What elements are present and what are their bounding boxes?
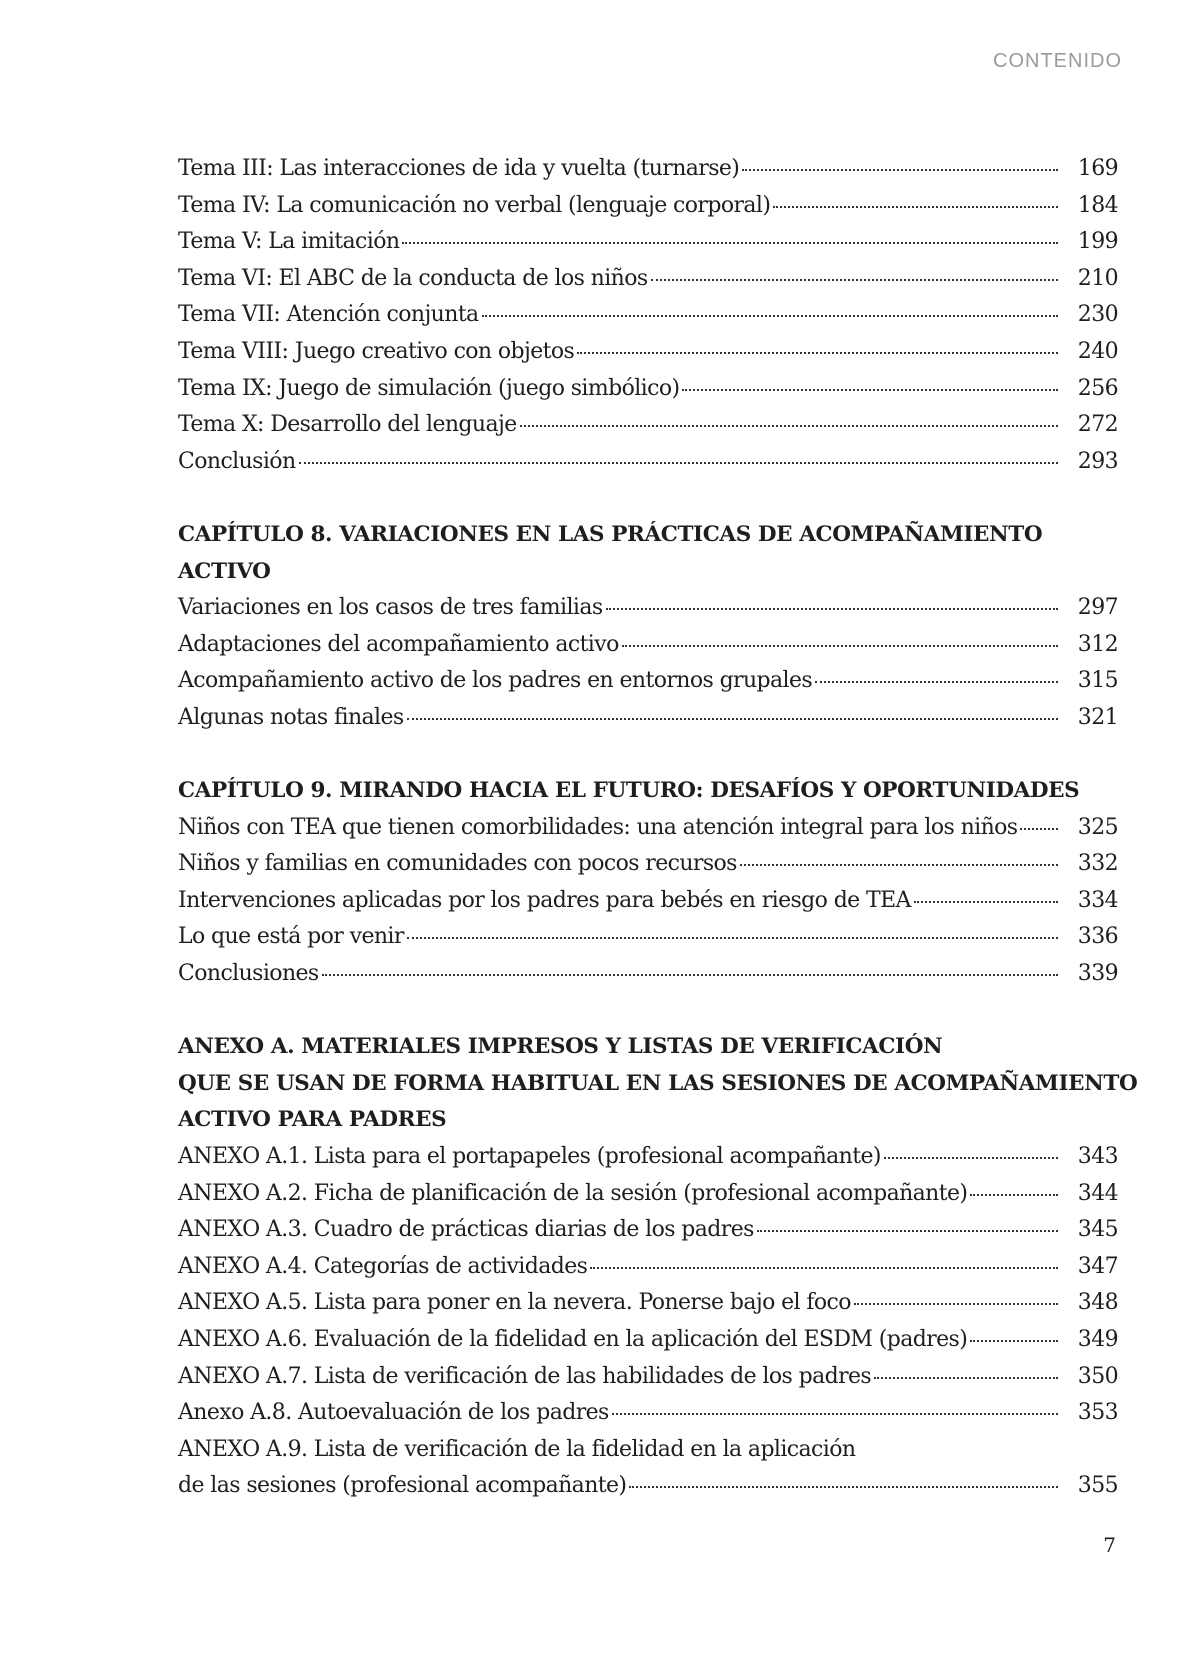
toc-entry-page: 321: [1077, 704, 1118, 730]
toc-entry-title: ANEXO A.7. Lista de verificación de las habilidades de los padres: [178, 1363, 872, 1389]
toc-entry-title: Variaciones en los casos de tres familias: [178, 595, 603, 621]
dot-leader: [970, 1339, 1058, 1342]
toc-entry-title: de las sesiones (profesional acompañante): [178, 1473, 627, 1499]
toc-entry-title: Tema IX: Juego de simulación (juego simbólico): [178, 375, 680, 401]
toc-entry-title: Algunas notas finales: [178, 704, 404, 730]
chapter-heading: CAPÍTULO 8. VARIACIONES EN LAS PRÁCTICAS DE ACOMPAÑAMIENTO: [178, 521, 1043, 547]
toc-entry-title: ANEXO A.6. Evaluación de la fidelidad en la aplicación del ESDM (padres): [178, 1327, 968, 1352]
toc-entry[interactable]: [178, 334, 1118, 371]
toc-entry-page: 339: [1077, 961, 1118, 987]
toc-entry[interactable]: [178, 444, 1118, 481]
chapter-heading: ACTIVO: [178, 558, 271, 584]
toc-entry-page: 315: [1077, 668, 1118, 694]
toc-entry-page: 344: [1077, 1180, 1118, 1206]
toc-entry-title: Niños y familias en comunidades con pocos recursos: [178, 851, 737, 877]
toc-entry[interactable]: [178, 1285, 1118, 1322]
dot-leader: [407, 936, 1058, 939]
dot-leader: [970, 1193, 1058, 1196]
toc-entry[interactable]: [178, 883, 1118, 920]
toc-entry[interactable]: [178, 151, 1118, 188]
toc-entry[interactable]: [178, 590, 1118, 627]
toc-entry-page: 199: [1077, 229, 1118, 255]
dot-leader: [1020, 827, 1058, 830]
dot-leader: [590, 1266, 1058, 1269]
dot-leader: [402, 241, 1058, 244]
toc-entry-title: Tema VIII: Juego creativo con objetos: [178, 338, 575, 364]
toc-entry-page: 240: [1077, 338, 1118, 364]
toc-entry[interactable]: [178, 1322, 1118, 1359]
table-of-contents: [178, 151, 1138, 1505]
toc-entry-page: 347: [1077, 1253, 1118, 1279]
toc-entry-page: 272: [1077, 412, 1118, 438]
toc-entry-page: 210: [1077, 265, 1118, 291]
dot-leader: [884, 1156, 1058, 1159]
toc-entry[interactable]: [178, 956, 1118, 993]
toc-entry[interactable]: [178, 1139, 1118, 1176]
toc-entry-page: 345: [1077, 1217, 1118, 1243]
dot-leader: [407, 717, 1058, 720]
toc-entry[interactable]: [178, 919, 1118, 956]
toc-entry-title: Tema V: La imitación: [178, 229, 400, 255]
running-head: CONTENIDO: [993, 50, 1122, 72]
toc-entry[interactable]: [178, 261, 1118, 298]
dot-leader: [520, 424, 1058, 427]
toc-entry[interactable]: [178, 371, 1118, 408]
page-number: 7: [1103, 1533, 1116, 1557]
toc-entry[interactable]: [178, 627, 1118, 664]
toc-entry-page: 349: [1077, 1327, 1118, 1352]
toc-entry-title: Adaptaciones del acompañamiento activo: [178, 631, 619, 657]
dot-leader: [482, 314, 1058, 317]
toc-entry-title: Lo que está por venir: [178, 924, 404, 950]
toc-entry[interactable]: [178, 1212, 1118, 1249]
toc-entry-title: ANEXO A.3. Cuadro de prácticas diarias de los padres: [178, 1217, 754, 1243]
dot-leader: [815, 680, 1058, 683]
toc-entry-title: Tema IV: La comunicación no verbal (lenguaje corporal): [178, 192, 771, 218]
dot-leader: [622, 644, 1058, 647]
chapter-heading: QUE SE USAN DE FORMA HABITUAL EN LAS SESIONES DE ACOMPAÑAMIENTO: [178, 1070, 1138, 1096]
toc-entry-page: 336: [1077, 924, 1118, 950]
toc-entry-title: ANEXO A.9. Lista de verificación de la fidelidad en la aplicación: [178, 1436, 856, 1462]
toc-entry-page: 297: [1077, 595, 1118, 621]
toc-entry-title: Acompañamiento activo de los padres en entornos grupales: [178, 668, 813, 694]
toc-entry-title: Conclusiones: [178, 961, 319, 987]
toc-entry-page: 312: [1077, 631, 1118, 657]
toc-entry-page: 230: [1077, 302, 1118, 328]
toc-entry-page: 169: [1077, 156, 1118, 181]
dot-leader: [651, 278, 1058, 281]
toc-entry-title: ANEXO A.2. Ficha de planificación de la sesión (profesional acompañante): [178, 1180, 968, 1206]
dot-leader: [757, 1229, 1058, 1232]
dot-leader: [742, 168, 1058, 171]
toc-entry[interactable]: [178, 1359, 1118, 1396]
toc-entry-page: 293: [1077, 448, 1118, 474]
toc-entry[interactable]: [178, 846, 1118, 883]
toc-entry[interactable]: [178, 1432, 1118, 1469]
toc-entry-title: ANEXO A.1. Lista para el portapapeles (profesional acompañante): [178, 1144, 881, 1170]
toc-entry-title: Niños con TEA que tienen comorbilidades: una atención integral para los niños: [178, 814, 1018, 840]
toc-entry-title: ANEXO A.5. Lista para poner en la nevera. Ponerse bajo el foco: [178, 1290, 851, 1316]
toc-entry-title: Tema X: Desarrollo del lenguaje: [178, 412, 517, 438]
section-spacer: [178, 993, 1118, 1030]
section-spacer: [178, 737, 1118, 774]
dot-leader: [854, 1302, 1058, 1305]
toc-entry-title: Tema VII: Atención conjunta: [178, 302, 479, 328]
toc-entry[interactable]: [178, 1176, 1118, 1213]
toc-entry[interactable]: [178, 1249, 1118, 1286]
toc-entry[interactable]: [178, 1395, 1118, 1432]
chapter-heading: ACTIVO PARA PADRES: [178, 1107, 447, 1133]
dot-leader: [773, 205, 1058, 208]
toc-entry-page: 343: [1077, 1144, 1118, 1170]
toc-entry-title: Anexo A.8. Autoevaluación de los padres: [178, 1400, 609, 1426]
chapter-heading: CAPÍTULO 9. MIRANDO HACIA EL FUTURO: DESAFÍOS Y OPORTUNIDADES: [178, 778, 1080, 804]
toc-entry-page: 355: [1077, 1473, 1118, 1499]
dot-leader: [577, 351, 1058, 354]
toc-entry-page: 350: [1077, 1363, 1118, 1389]
toc-entry[interactable]: [178, 224, 1118, 261]
dot-leader: [874, 1376, 1058, 1379]
section-spacer: [178, 480, 1118, 517]
toc-entry-page: 348: [1077, 1290, 1118, 1316]
toc-entry[interactable]: [178, 188, 1118, 225]
toc-entry-title: Tema III: Las interacciones de ida y vuelta (turnarse): [178, 156, 740, 181]
dot-leader: [740, 863, 1058, 866]
toc-entry-page: 325: [1077, 814, 1118, 840]
toc-entry[interactable]: [178, 700, 1118, 737]
toc-entry[interactable]: [178, 1468, 1118, 1505]
toc-entry-page: 353: [1077, 1400, 1118, 1426]
chapter-heading: ANEXO A. MATERIALES IMPRESOS Y LISTAS DE VERIFICACIÓN: [178, 1034, 943, 1060]
dot-leader: [606, 607, 1058, 610]
toc-entry-title: Conclusión: [178, 448, 296, 474]
toc-entry-title: Tema VI: El ABC de la conducta de los niños: [178, 265, 648, 291]
dot-leader: [299, 461, 1058, 464]
dot-leader: [322, 973, 1058, 976]
toc-entry[interactable]: [178, 297, 1118, 334]
dot-leader: [612, 1412, 1058, 1415]
toc-entry-page: 256: [1077, 375, 1118, 401]
toc-entry[interactable]: [178, 663, 1118, 700]
toc-entry-title: ANEXO A.4. Categorías de actividades: [178, 1253, 588, 1279]
toc-entry-page: 334: [1077, 887, 1118, 913]
toc-entry[interactable]: [178, 810, 1118, 847]
toc-entry-page: 332: [1077, 851, 1118, 877]
dot-leader: [914, 900, 1058, 903]
toc-entry[interactable]: [178, 407, 1118, 444]
toc-entry-title: Intervenciones aplicadas por los padres para bebés en riesgo de TEA: [178, 887, 911, 913]
toc-entry-page: 184: [1077, 192, 1118, 218]
dot-leader: [629, 1485, 1058, 1488]
dot-leader: [682, 388, 1058, 391]
